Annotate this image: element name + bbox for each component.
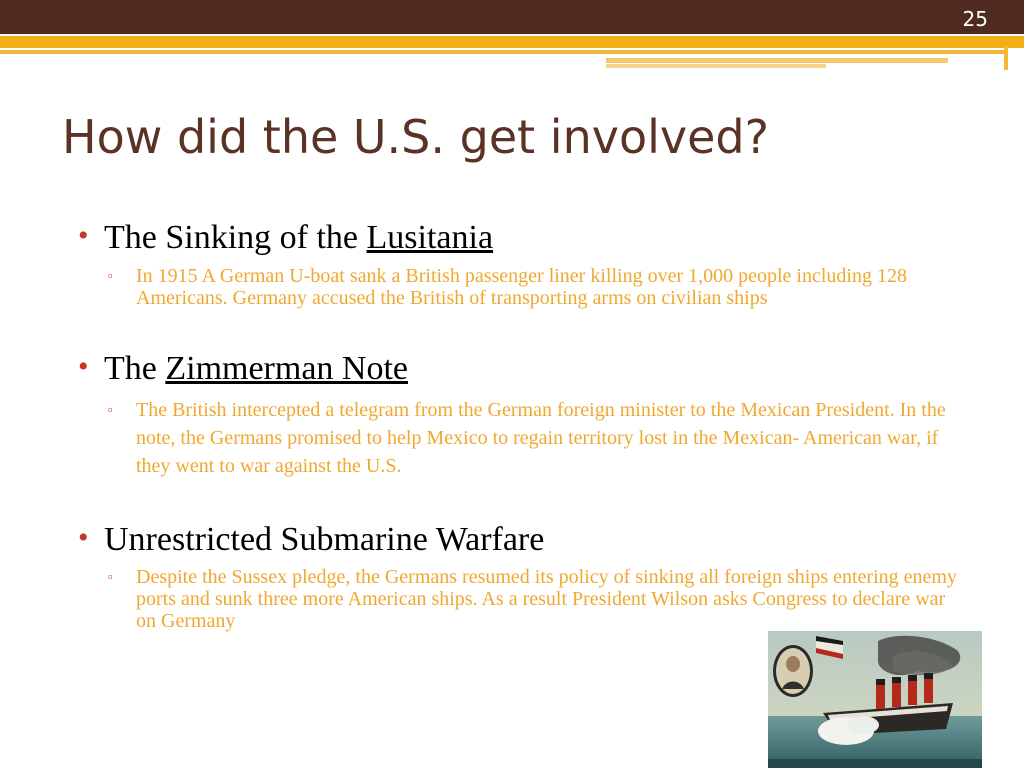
sub-bullet-icon: ▫ — [108, 401, 113, 417]
bullet-dot-icon: • — [78, 520, 89, 554]
header-bar — [0, 0, 1024, 34]
spacer — [78, 309, 978, 349]
sub-bullet-text: Despite the Sussex pledge, the Germans resumed its policy of sinking all foreign ships entering enemy ports and sunk three more American ships. As a result President Wilson asks Congress to declare war on Germany — [136, 566, 957, 633]
bullet-lusitania — [78, 218, 978, 259]
sub-bullet-icon: ▫ — [108, 267, 113, 283]
accent-stripe-shorter — [606, 64, 826, 68]
slide-number: 25 — [962, 7, 988, 31]
sub-bullet-zimmerman — [78, 396, 966, 480]
lusitania-image — [768, 631, 982, 768]
sub-bullet-text: The British intercepted a telegram from the German foreign minister to the Mexican President. In the note, the Germans promised to help Mexico to regain territory lost in the Mexican- American war, if they went to war against the U.S. — [136, 398, 946, 477]
bullet-dot-icon: • — [78, 349, 89, 383]
bullet-submarine — [78, 520, 978, 561]
accent-stripe-thin — [0, 50, 1006, 54]
accent-stripe-short — [606, 58, 948, 63]
bullet-prefix: The Sinking of the — [104, 219, 367, 256]
slide-title: How did the U.S. get involved? — [62, 110, 770, 164]
sub-bullet-lusitania — [78, 265, 966, 309]
spacer — [78, 480, 978, 520]
accent-stripe — [0, 36, 1024, 48]
sub-bullet-text: In 1915 A German U-boat sank a British passenger liner killing over 1,000 people including 128 Americans. Germany accused the British of transporting arms on civilian ships — [136, 264, 907, 309]
sub-bullet-submarine — [78, 566, 966, 632]
bullet-prefix: Unrestricted Submarine Warfare — [104, 520, 545, 558]
accent-stripe-vertical — [1004, 46, 1008, 70]
sub-bullet-icon: ▫ — [108, 569, 113, 585]
bullet-emphasis: Lusitania — [366, 219, 494, 256]
bullet-zimmerman — [78, 349, 978, 390]
slide-content — [78, 218, 978, 632]
bullet-prefix: The — [104, 349, 166, 387]
bullet-dot-icon: • — [78, 219, 89, 252]
lusitania-illustration — [768, 631, 982, 768]
bullet-emphasis: Zimmerman Note — [165, 349, 409, 387]
